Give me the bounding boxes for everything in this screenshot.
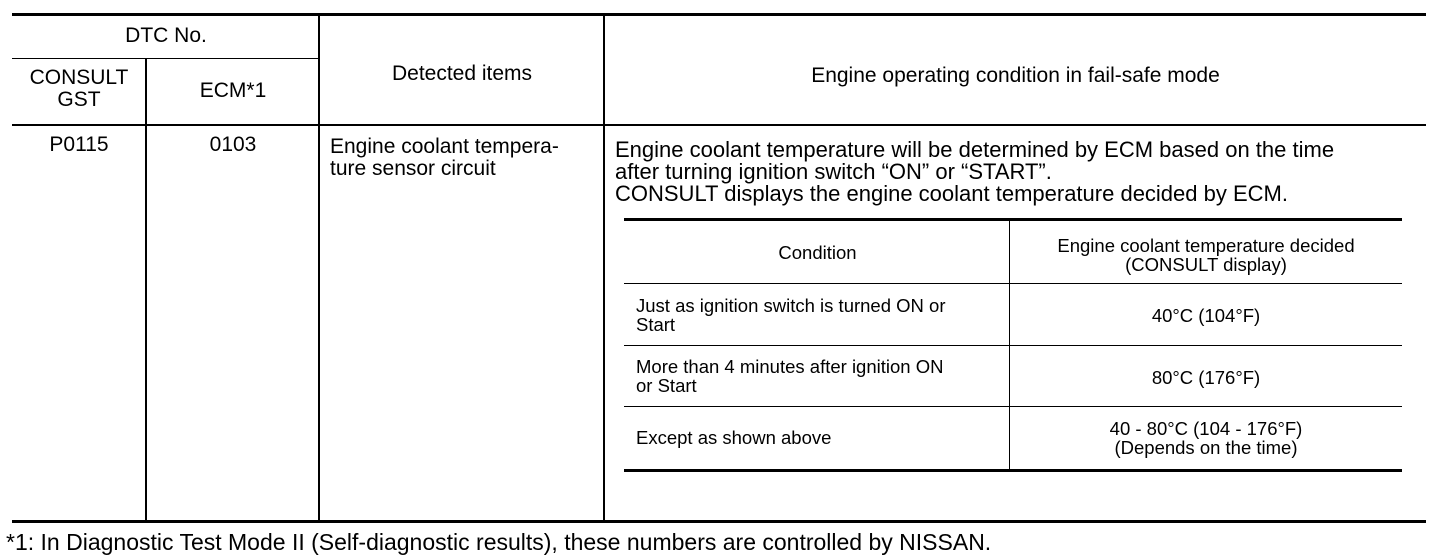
inner-row-rule-2 (624, 406, 1402, 407)
inner-header-temp: Engine coolant temperature decided (CONSULT display) (1057, 235, 1355, 275)
temp-row-3: 40 - 80°C (104 - 176°F) (Depends on the time) (1109, 418, 1303, 458)
column-divider-3 (603, 14, 605, 520)
inner-table-bottom-rule (624, 469, 1402, 472)
header-bottom-rule (12, 124, 1426, 126)
fail-safe-description: Engine coolant temperature will be determined by ECM based on the time after turning ignition switch “ON” or “START”. CONSULT displays the engine coolant temperature decided by ECM. (615, 137, 1335, 206)
temp-row-2: 80°C (176°F) (1151, 367, 1261, 388)
header-dtc-no: DTC No. (125, 24, 207, 47)
header-fail-safe-condition: Engine operating condition in fail-safe mode (811, 64, 1220, 87)
table-bottom-rule (12, 520, 1426, 523)
consult-gst-code: P0115 (49, 133, 109, 156)
dtc-subheader-rule (12, 58, 320, 59)
header-detected-items: Detected items (391, 62, 533, 85)
condition-row-2: More than 4 minutes after ignition ON or Start (636, 356, 944, 396)
header-ecm: ECM*1 (199, 79, 267, 102)
detected-item-text: Engine coolant tempera- ture sensor circuit (330, 135, 559, 180)
header-consult-gst: CONSULT GST (29, 66, 129, 111)
table-top-rule (12, 13, 1426, 16)
inner-row-rule-1 (624, 345, 1402, 346)
inner-header-condition: Condition (778, 242, 857, 263)
inner-table-top-rule (624, 218, 1402, 221)
column-divider-1 (145, 58, 147, 520)
footnote: *1: In Diagnostic Test Mode II (Self-diagnostic results), these numbers are controlled by NISSAN. (6, 529, 992, 555)
ecm-code: 0103 (209, 133, 257, 156)
condition-row-3: Except as shown above (636, 427, 832, 448)
condition-row-1: Just as ignition switch is turned ON or Start (636, 295, 946, 335)
temp-row-1: 40°C (104°F) (1151, 305, 1261, 326)
inner-header-rule (624, 283, 1402, 284)
